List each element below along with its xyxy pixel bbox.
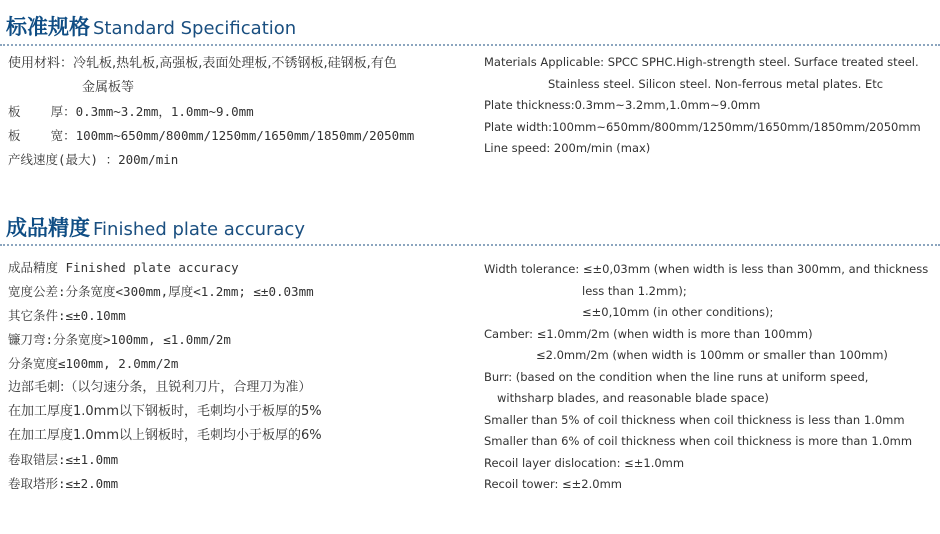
section-divider bbox=[0, 244, 940, 246]
accuracy-row-camber-narrow: 分条宽度≤100mm, 2.0mm/2m bbox=[8, 356, 179, 371]
accuracy-row-other-conditions: 其它条件:≤±0.10mm bbox=[8, 308, 126, 323]
accuracy-en-row-recoil-tower: Recoil tower: ≤±2.0mm bbox=[484, 477, 622, 491]
section-title-en: Standard Specification bbox=[93, 18, 297, 39]
spec-row-width: 板 宽：100mm~650mm/800mm/1250mm/1650mm/1850mm/2050mm bbox=[8, 128, 415, 143]
section-title-standard-specification bbox=[6, 11, 296, 41]
accuracy-en-row-camber: Camber: ≤1.0mm/2m (when width is more than 100mm) bbox=[484, 326, 813, 341]
section-divider bbox=[0, 44, 940, 46]
accuracy-en-row-burr-thin: Smaller than 5% of coil thickness when coil thickness is less than 1.0mm bbox=[484, 412, 905, 427]
section-title-finished-plate-accuracy bbox=[6, 212, 305, 242]
spec-row-thickness: 板 厚：0.3mm~3.2mm，1.0mm~9.0mm bbox=[8, 104, 254, 119]
spec-en-row-width: Plate width:100mm~650mm/800mm/1250mm/1650mm/1850mm/2050mm bbox=[484, 119, 921, 134]
spec-left-column bbox=[8, 52, 473, 172]
spec-row-line-speed: 产线速度(最大) ：200m/min bbox=[8, 152, 179, 167]
spec-row-materials-cont: 金属板等 bbox=[82, 80, 135, 95]
spec-en-row-materials-cont: Stainless steel. Silicon steel. Non-ferrous metal plates. Etc bbox=[548, 76, 884, 91]
spec-en-row-thickness: Plate thickness:0.3mm~3.2mm,1.0mm~9.0mm bbox=[484, 98, 761, 112]
accuracy-row-burr-thick: 在加工厚度1.0mm以上钢板时，毛刺均小于板厚的6% bbox=[8, 428, 322, 443]
section-title-cn: 成品精度 bbox=[6, 216, 90, 240]
accuracy-en-row-burr-thick: Smaller than 6% of coil thickness when coil thickness is more than 1.0mm bbox=[484, 434, 913, 448]
accuracy-row-camber: 镰刀弯:分条宽度>100mm, ≤1.0mm/2m bbox=[8, 332, 231, 347]
spec-en-row-line-speed: Line speed: 200m/min (max) bbox=[484, 141, 651, 155]
spec-row-materials: 使用材料：冷轧板,热轧板,高强板,表面处理板,不锈钢板,硅钢板,有色 bbox=[8, 56, 397, 71]
accuracy-row-burr: 边部毛刺:（以匀速分条，且锐利刀片，合理刀为准） bbox=[8, 380, 312, 395]
section-title-cn: 标准规格 bbox=[6, 15, 90, 39]
accuracy-en-row-width-tolerance: Width tolerance: ≤±0,03mm (when width is less than 300mm, and thickness bbox=[484, 262, 929, 276]
spec-right-column bbox=[484, 52, 940, 160]
accuracy-en-row-other-conditions: ≤±0,10mm (in other conditions); bbox=[582, 305, 774, 319]
spec-en-row-materials: Materials Applicable: SPCC SPHC.High-strength steel. Surface treated steel. bbox=[484, 55, 919, 69]
accuracy-row-recoil-layer: 卷取错层:≤±1.0mm bbox=[8, 452, 119, 467]
accuracy-row-width-tolerance: 宽度公差:分条宽度<300mm,厚度<1.2mm; ≤±0.03mm bbox=[8, 284, 314, 299]
accuracy-en-row-camber-narrow: ≤2.0mm/2m (when width is 100mm or smaller than 100mm) bbox=[536, 348, 888, 362]
section-title-en: Finished plate accuracy bbox=[93, 219, 305, 240]
accuracy-row-recoil-tower: 卷取塔形:≤±2.0mm bbox=[8, 476, 119, 491]
accuracy-en-row-burr: Burr: (based on the condition when the line runs at uniform speed, bbox=[484, 369, 869, 384]
accuracy-row-heading: 成品精度 Finished plate accuracy bbox=[8, 260, 239, 275]
accuracy-left-column bbox=[8, 256, 473, 496]
accuracy-en-row-width-tolerance-cont: less than 1.2mm); bbox=[582, 283, 687, 298]
accuracy-right-column bbox=[484, 259, 940, 496]
accuracy-row-burr-thin: 在加工厚度1.0mm以下钢板时，毛刺均小于板厚的5% bbox=[8, 404, 322, 419]
accuracy-en-row-recoil-layer: Recoil layer dislocation: ≤±1.0mm bbox=[484, 455, 685, 470]
accuracy-en-row-burr-cont: withsharp blades, and reasonable blade space) bbox=[497, 391, 769, 405]
